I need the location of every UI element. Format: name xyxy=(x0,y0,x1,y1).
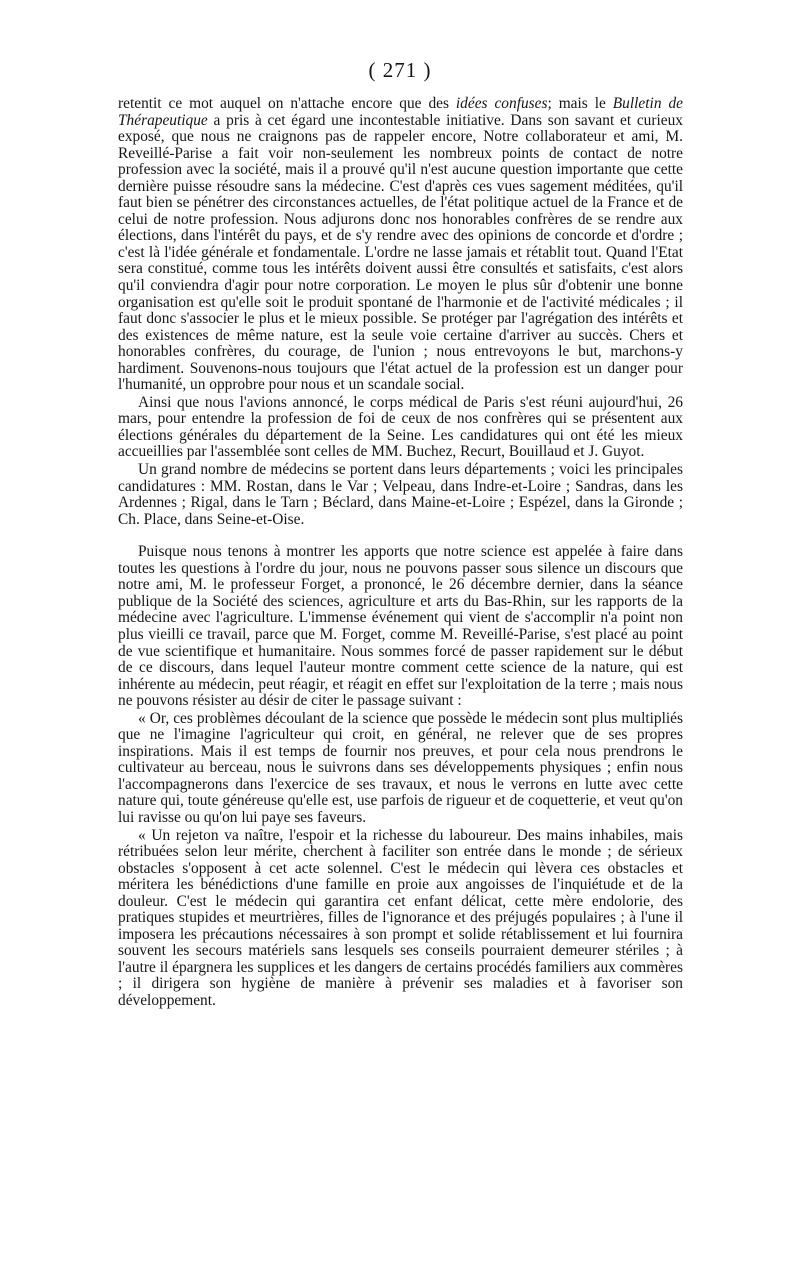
text-segment: « Or, ces problèmes découlant de la science que possède le médecin sont plus multipliés que ne l'imagine l'agriculteur qui croit, en général, ne relever que de ses propres inspirations. Mais il est temps de fournir nos preuves, et pour cela nous prendrons le cultivateur au berceau, nous le suivrons dans ses développements physiques ; enfin nous l'accompagnerons dans l'exercice de ses travaux, et nous le verrons en lutte avec cette nature qui, toute généreuse qu'elle est, use parfois de rigueur et de coquetterie, et veut qu'on lui ravisse ou qu'on lui paye ses faveurs. xyxy=(118,709,683,826)
paragraph-p3 xyxy=(118,462,683,528)
text-segment: « Un rejeton va naître, l'espoir et la richesse du laboureur. Des mains inhabiles, mais rétribuées selon leur mérite, cherchent à faciliter son entrée dans le monde ; de sérieux obstacles s'opposent à cet acte solennel. C'est le médecin qui lèvera ces obstacles et méritera les bénédictions d'une famille en proie aux angoisses de l'inquiétude et de la douleur. C'est le médecin qui garantira cet enfant délicat, cette mère endolorie, des pratiques stupides et meurtrières, filles de l'ignorance et des préjugés populaires ; à l'une il imposera les précautions nécessaires à son prompt et solide rétablissement et lui fournira souvent les secours matériels sans lesquels ses conseils pourraient demeurer stériles ; à l'autre il épargnera les supplices et les dangers de certains procédés familiers aux commères ; il dirigera son hygiène de manière à prévenir ses maladies et à favoriser son développement. xyxy=(118,826,683,1009)
paragraph-p4 xyxy=(118,544,683,709)
text-segment: Un grand nombre de médecins se portent dans leurs départements ; voici les principales candidatures : MM. Rostan, dans le Var ; Velpeau, dans Indre-et-Loire ; Sandras, dans les Ardennes ; Rigal, dans le Tarn ; Béclard, dans Maine-et-Loire ; Espézel, dans la Gironde ; Ch. Place, dans Seine-et-Oise. xyxy=(118,461,683,528)
text-segment: Bulletin de Thérapeutique xyxy=(118,95,683,129)
body-text xyxy=(118,96,683,1010)
paragraph-p5 xyxy=(118,711,683,827)
paragraph-p6 xyxy=(118,828,683,1010)
text-segment: Puisque nous tenons à montrer les apports que notre science est appelée à faire dans toutes les questions à l'ordre du jour, nous ne pouvons passer sous silence un discours que notre ami, M. le professeur Forget, a prononcé, le 26 décembre dernier, dans la séance publique de la Société des sciences, agriculture et arts du Bas-Rhin, sur les rapports de la médecine avec l'agriculture. L'immense événement qui vient de s'accomplir n'a point non plus vieilli ce travail, parce que M. Forget, comme M. Reveillé-Parise, s'est placé au point de vue scientifique et humanitaire. Nous sommes forcé de passer rapidement sur le début de ce discours, dans lequel l'auteur montre comment cette science de la nature, qui est inhérente au médecin, peut réagir, et réagit en effet sur l'exploitation de la terre ; mais nous ne pouvons résister au désir de citer le passage suivant : xyxy=(118,543,683,710)
text-segment: Ainsi que nous l'avions annoncé, le corps médical de Paris s'est réuni aujourd'hui, 26 mars, pour entendre la profession de foi de ceux de nos confrères qui se présentent aux élections générales du département de la Seine. Les candidatures qui ont été les mieux accueillies par l'assemblée sont celles de MM. Buchez, Recurt, Bouillaud et J. Guyot. xyxy=(118,393,683,461)
paragraph-p1 xyxy=(118,96,683,394)
paragraph-p2 xyxy=(118,395,683,461)
page-number: ( 271 ) xyxy=(368,58,432,82)
text-segment: a pris à cet égard une incontestable initiative. Dans son savant et curieux exposé, que nous ne craignons pas de rappeler encore, Notre collaborateur et ami, M. Reveillé-Parise a fait voir non-seulement les nombreux points de contact de notre profession avec la société, mais il a prouvé qu'il n'est aucune question importante que cette dernière puisse résoudre sans la médecine. C'est d'après ces vues sagement méditées, qu'il faut bien se pénétrer des circonstances actuelles, de l'état politique actuel de la France et de celui de notre profession. Nous adjurons donc nos honorables confrères de se rendre aux élections, dans l'intérêt du pays, et de s'y rendre avec des opinions de concorde et d'ordre ; c'est là l'idée générale et fondamentale. L'ordre ne lasse jamais et rétablit tout. Quand l'Etat sera constitué, comme tous les intérêts doivent aussi être consultés et satisfaits, c'est alors qu'il conviendra d'agir pour notre corporation. Le moyen le plus sûr d'obtenir une bonne organisation est qu'elle soit le produit spontané de l'harmonie et de l'activité médicales ; il faut donc s'associer le plus et le mieux possible. Se protéger par l'agrégation des intérêts et des existences de même nature, est la seule voie certaine d'arriver au succès. Chers et honorables confrères, du courage, de l'union ; nous entrevoyons le but, marchons-y hardiment. Souvenons-nous toujours que l'état actuel de la profession est un danger pour l'humanité, un opprobre pour nous et un scandale social. xyxy=(118,111,683,394)
text-segment: ; mais le xyxy=(547,95,613,112)
text-segment: idées confuses xyxy=(455,95,548,112)
text-segment: retentit ce mot auquel on n'attache encore que des xyxy=(118,95,456,112)
